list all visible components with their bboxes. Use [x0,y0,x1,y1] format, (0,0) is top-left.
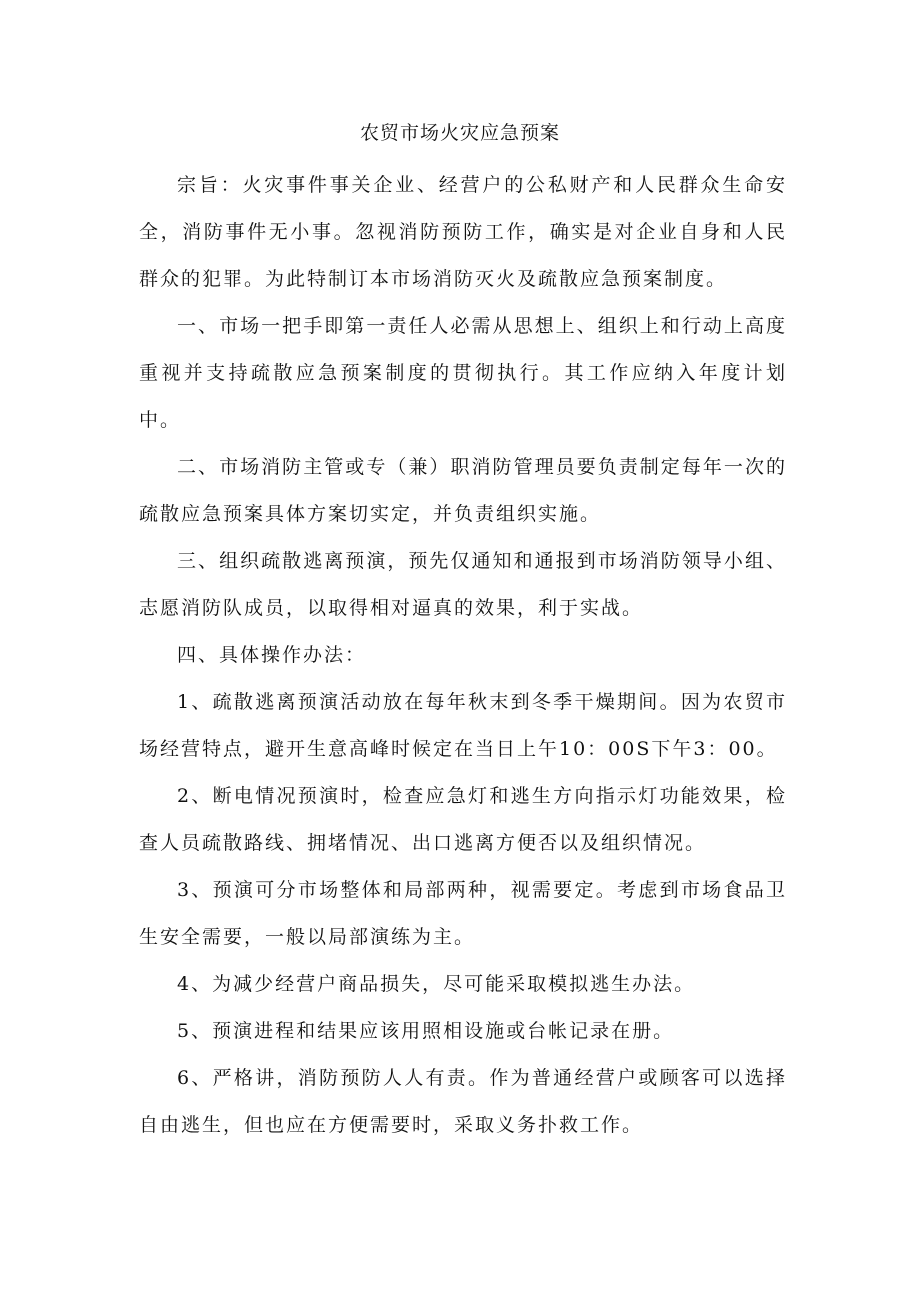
paragraph-subitem-3: 3、预演可分市场整体和局部两种，视需要定。考虑到市场食品卫生安全需要，一般以局部演练为主。 [139,879,787,948]
paragraph-item-3: 三、组织疏散逃离预演，预先仅通知和通报到市场消防领导小组、志愿消防队成员，以取得相对逼真的效果，利于实战。 [139,550,787,619]
paragraph-subitem-5: 5、预演进程和结果应该用照相设施或台帐记录在册。 [177,1020,675,1042]
paragraph-purpose: 宗旨：火灾事件事关企业、经营户的公私财产和人民群众生命安全，消防事件无小事。忽视消防预防工作，确实是对企业自身和人民群众的犯罪。为此特制订本市场消防灭火及疏散应急预案制度。 [139,174,787,290]
paragraph-subitem-6: 6、严格讲，消防预防人人有责。作为普通经营户或顾客可以选择自由逃生，但也应在方便需要时，采取义务扑救工作。 [139,1067,787,1136]
document-body [139,162,787,1149]
paragraph-item-2: 二、市场消防主管或专（兼）职消防管理员要负责制定每年一次的疏散应急预案具体方案切实定，并负责组织实施。 [139,456,787,525]
document-title: 农贸市场火灾应急预案 [359,122,560,144]
paragraph-subitem-1: 1、疏散逃离预演活动放在每年秋末到冬季干燥期间。因为农贸市场经营特点，避开生意高峰时候定在当日上午10：00S下午3：00。 [139,691,787,760]
paragraph-item-1: 一、市场一把手即第一责任人必需从思想上、组织上和行动上高度重视并支持疏散应急预案制度的贯彻执行。其工作应纳入年度计划中。 [139,315,787,431]
paragraph-subitem-4: 4、为减少经营户商品损失，尽可能采取模拟逃生办法。 [177,973,696,995]
paragraph-item-4: 四、具体操作办法： [177,644,367,666]
paragraph-subitem-2: 2、断电情况预演时，检查应急灯和逃生方向指示灯功能效果，检查人员疏散路线、拥堵情况、出口逃离方便否以及组织情况。 [139,785,787,854]
